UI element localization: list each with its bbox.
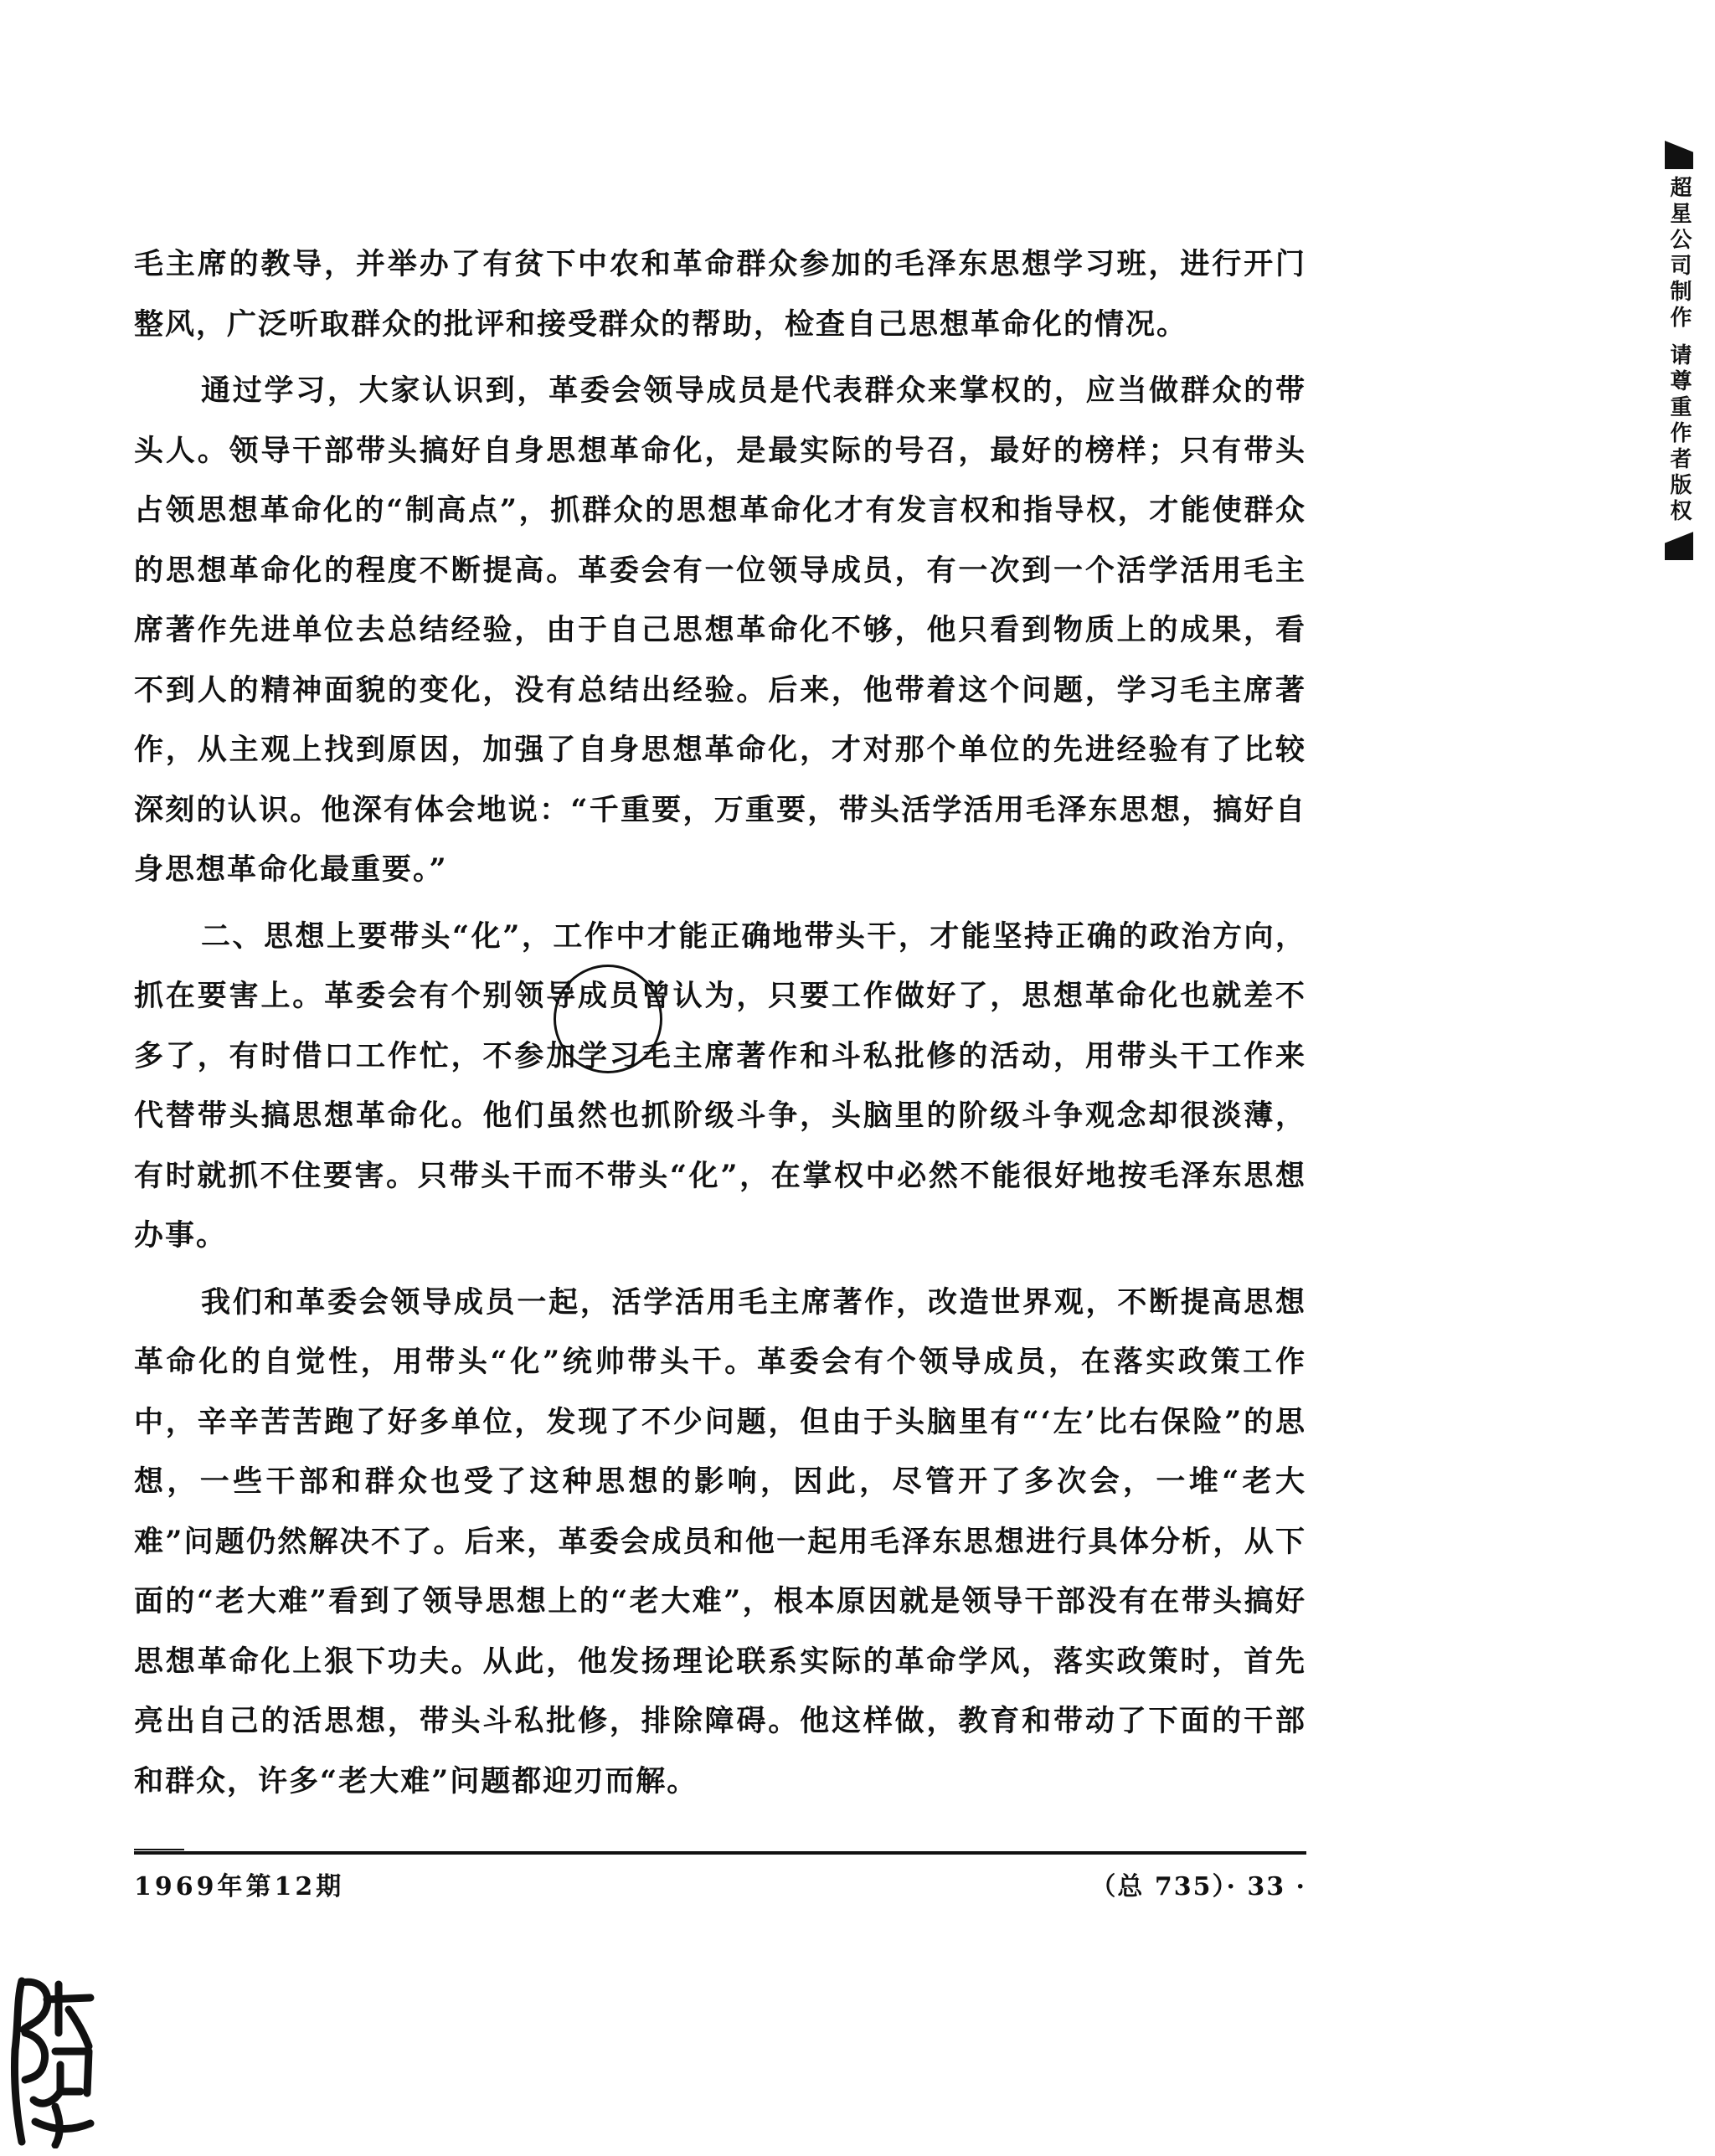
paragraph-section-two: 二、思想上要带头“化”，工作中才能正确地带头干，才能坚持正确的政治方向，抓在要害上。革委会有个别领导成员曾认为，只要工作做好了，思想革命化也就差不多了，有时借口工作忙，不参加学习毛主席著作和斗私批修的活动，用带头干工作来代替带头搞思想革命化。他们虽然也抓阶级斗争，头脑里的阶级斗争观念却很淡薄，有时就抓不住要害。只带头干而不带头“化”，在掌权中必然不能很好地按毛泽东思想办事。 (134, 918, 1306, 1253)
copyright-notice: 超星公司制作 请尊重作者版权 (1666, 176, 1692, 526)
page-number: （总 735）· 33 · (1090, 1872, 1306, 1901)
issue-label: 1969年第12期 (134, 1872, 345, 1901)
ink-circle-annotation (554, 965, 662, 1073)
paragraph-example: 我们和革委会领导成员一起，活学活用毛主席著作，改造世界观，不断提高思想革命化的自觉性，用带头“化”统帅带头干。革委会有个领导成员，在落实政策工作中，辛辛苦苦跑了好多单位，发现了不少问题，但由于头脑里有“‘左’比右保险”的思想，一些干部和群众也受了这种思想的影响，因此，尽管开了多次会，一堆“老大难”问题仍然解决不了。后来，革委会成员和他一起用毛泽东思想进行具体分析，从下面的“老大难”看到了领导思想上的“老大难”，根本原因就是领导干部没有在带头搞好思想革命化上狠下功夫。从此，他发扬理论联系实际的革命学风，落实政策时，首先亮出自己的活思想，带头斗私批修，排除障碍。他这样做，教育和带动了下面的干部和群众，许多“老大难”问题都迎刃而解。 (134, 1284, 1306, 1798)
footer-rule (134, 1851, 1306, 1855)
footer-rule-accent (134, 1849, 184, 1850)
seal-stamp-logo (10, 1974, 97, 2148)
strip-top-marker (1665, 141, 1693, 169)
paragraph-continuation: 毛主席的教导，并举办了有贫下中农和革命群众参加的毛泽东思想学习班，进行开门整风，广泛听取群众的批评和接受群众的帮助，检查自己思想革命化的情况。 (134, 247, 1306, 342)
article-body (134, 234, 1306, 1811)
paragraph-learning: 通过学习，大家认识到，革委会领导成员是代表群众来掌权的，应当做群众的带头人。领导干部带头搞好自身思想革命化，是最实际的号召，最好的榜样；只有带头占领思想革命化的“制高点”，抓群众的思想革命化才有发言权和指导权，才能使群众的思想革命化的程度不断提高。革委会有一位领导成员，有一次到一个活学活用毛主席著作先进单位去总结经验，由于自己思想革命化不够，他只看到物质上的成果，看不到人的精神面貌的变化，没有总结出经验。后来，他带着这个问题，学习毛主席著作，从主观上找到原因，加强了自身思想革命化，才对那个单位的先进经验有了比较深刻的认识。他深有体会地说：“千重要，万重要，带头活学活用毛泽东思想，搞好自身思想革命化最重要。” (134, 373, 1306, 887)
strip-bottom-marker (1665, 532, 1693, 560)
copyright-side-strip (1661, 141, 1697, 560)
